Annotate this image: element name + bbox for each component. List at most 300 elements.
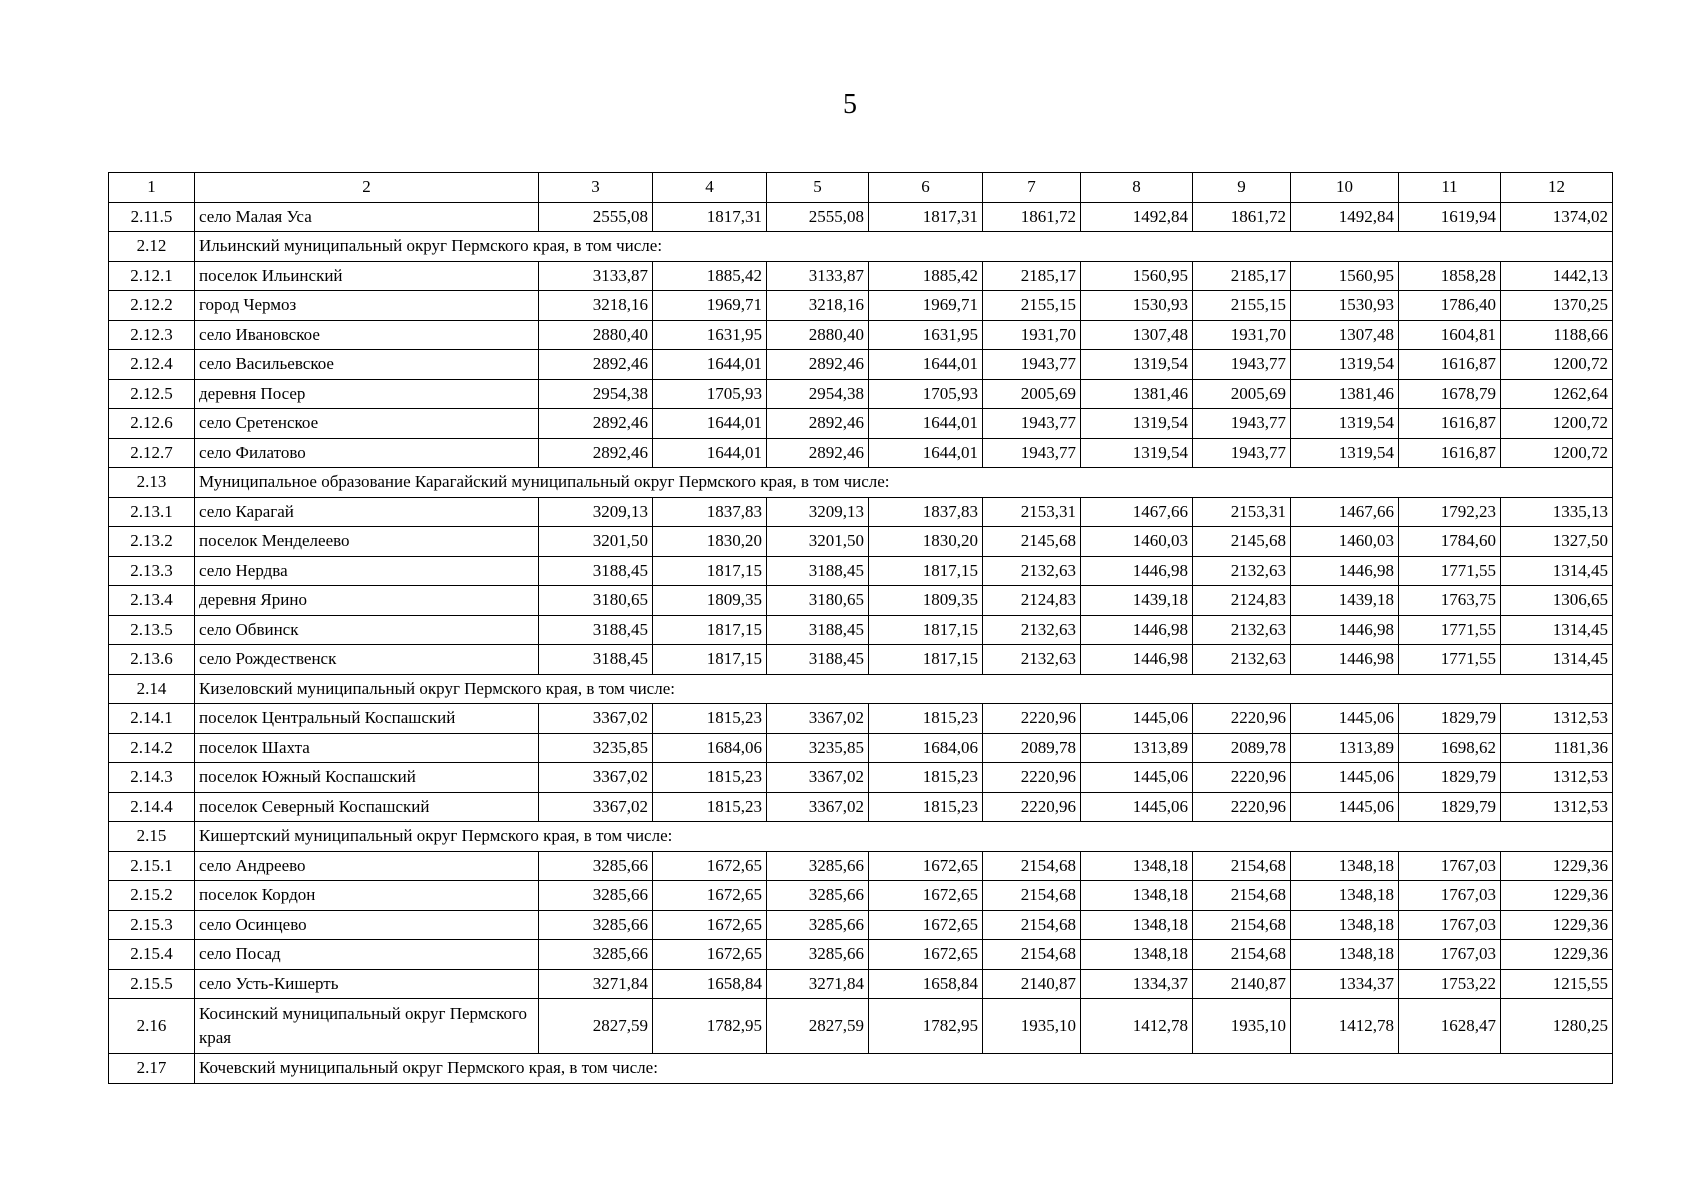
value-cell: 2005,69 bbox=[1193, 379, 1291, 409]
value-cell: 2154,68 bbox=[983, 910, 1081, 940]
value-cell: 2555,08 bbox=[539, 202, 653, 232]
value-cell: 1763,75 bbox=[1399, 586, 1501, 616]
value-cell: 1817,15 bbox=[653, 645, 767, 675]
row-code: 2.13.5 bbox=[109, 615, 195, 645]
table-header-row bbox=[109, 173, 1613, 203]
value-cell: 1815,23 bbox=[653, 704, 767, 734]
value-cell: 2220,96 bbox=[1193, 792, 1291, 822]
locality-name: село Сретенское bbox=[195, 409, 539, 439]
row-code: 2.13 bbox=[109, 468, 195, 498]
locality-name: село Малая Уса bbox=[195, 202, 539, 232]
value-cell: 2827,59 bbox=[539, 999, 653, 1054]
value-cell: 3271,84 bbox=[539, 969, 653, 999]
value-cell: 1560,95 bbox=[1291, 261, 1399, 291]
value-cell: 2154,68 bbox=[1193, 851, 1291, 881]
group-name: Ильинский муниципальный округ Пермского края, в том числе: bbox=[195, 232, 1613, 262]
value-cell: 2140,87 bbox=[983, 969, 1081, 999]
value-cell: 3367,02 bbox=[767, 792, 869, 822]
value-cell: 1348,18 bbox=[1291, 881, 1399, 911]
value-cell: 3367,02 bbox=[539, 792, 653, 822]
value-cell: 2145,68 bbox=[1193, 527, 1291, 557]
value-cell: 1658,84 bbox=[653, 969, 767, 999]
column-number: 3 bbox=[539, 173, 653, 203]
value-cell: 1644,01 bbox=[653, 438, 767, 468]
table-row bbox=[109, 320, 1613, 350]
locality-name: поселок Ильинский bbox=[195, 261, 539, 291]
value-cell: 1319,54 bbox=[1081, 438, 1193, 468]
value-cell: 2555,08 bbox=[767, 202, 869, 232]
value-cell: 2153,31 bbox=[1193, 497, 1291, 527]
value-cell: 1837,83 bbox=[869, 497, 983, 527]
column-number: 11 bbox=[1399, 173, 1501, 203]
value-cell: 1229,36 bbox=[1501, 910, 1613, 940]
table-row bbox=[109, 910, 1613, 940]
value-cell: 2220,96 bbox=[983, 763, 1081, 793]
value-cell: 1771,55 bbox=[1399, 645, 1501, 675]
value-cell: 1782,95 bbox=[869, 999, 983, 1054]
table-row bbox=[109, 527, 1613, 557]
value-cell: 2220,96 bbox=[1193, 704, 1291, 734]
value-cell: 2880,40 bbox=[767, 320, 869, 350]
value-cell: 1943,77 bbox=[1193, 438, 1291, 468]
value-cell: 2132,63 bbox=[1193, 556, 1291, 586]
value-cell: 1815,23 bbox=[869, 763, 983, 793]
value-cell: 2005,69 bbox=[983, 379, 1081, 409]
value-cell: 1348,18 bbox=[1081, 940, 1193, 970]
value-cell: 1492,84 bbox=[1291, 202, 1399, 232]
locality-name: деревня Ярино bbox=[195, 586, 539, 616]
value-cell: 1817,15 bbox=[869, 556, 983, 586]
value-cell: 3188,45 bbox=[539, 556, 653, 586]
value-cell: 3188,45 bbox=[539, 615, 653, 645]
value-cell: 1446,98 bbox=[1081, 645, 1193, 675]
value-cell: 1312,53 bbox=[1501, 763, 1613, 793]
value-cell: 1348,18 bbox=[1081, 910, 1193, 940]
value-cell: 2140,87 bbox=[1193, 969, 1291, 999]
row-code: 2.13.2 bbox=[109, 527, 195, 557]
value-cell: 1684,06 bbox=[653, 733, 767, 763]
value-cell: 1829,79 bbox=[1399, 763, 1501, 793]
table-row bbox=[109, 497, 1613, 527]
value-cell: 1306,65 bbox=[1501, 586, 1613, 616]
value-cell: 1314,45 bbox=[1501, 645, 1613, 675]
value-cell: 3367,02 bbox=[767, 763, 869, 793]
value-cell: 1885,42 bbox=[653, 261, 767, 291]
locality-name: поселок Центральный Коспашский bbox=[195, 704, 539, 734]
value-cell: 1815,23 bbox=[653, 763, 767, 793]
row-code: 2.13.3 bbox=[109, 556, 195, 586]
value-cell: 1229,36 bbox=[1501, 851, 1613, 881]
value-cell: 1628,47 bbox=[1399, 999, 1501, 1054]
group-name: Кочевский муниципальный округ Пермского края, в том числе: bbox=[195, 1054, 1613, 1084]
value-cell: 1705,93 bbox=[869, 379, 983, 409]
value-cell: 1446,98 bbox=[1291, 645, 1399, 675]
value-cell: 1335,13 bbox=[1501, 497, 1613, 527]
locality-name: село Андреево bbox=[195, 851, 539, 881]
value-cell: 2124,83 bbox=[1193, 586, 1291, 616]
group-row bbox=[109, 468, 1613, 498]
locality-name: поселок Южный Коспашский bbox=[195, 763, 539, 793]
value-cell: 1786,40 bbox=[1399, 291, 1501, 321]
value-cell: 2132,63 bbox=[983, 645, 1081, 675]
value-cell: 1319,54 bbox=[1291, 409, 1399, 439]
row-code: 2.14.1 bbox=[109, 704, 195, 734]
value-cell: 1445,06 bbox=[1291, 704, 1399, 734]
value-cell: 1829,79 bbox=[1399, 704, 1501, 734]
value-cell: 3133,87 bbox=[767, 261, 869, 291]
value-cell: 2220,96 bbox=[983, 792, 1081, 822]
value-cell: 1817,31 bbox=[869, 202, 983, 232]
value-cell: 2220,96 bbox=[983, 704, 1081, 734]
value-cell: 1815,23 bbox=[869, 704, 983, 734]
value-cell: 3188,45 bbox=[767, 645, 869, 675]
value-cell: 1943,77 bbox=[983, 350, 1081, 380]
value-cell: 1619,94 bbox=[1399, 202, 1501, 232]
table-row bbox=[109, 881, 1613, 911]
value-cell: 1815,23 bbox=[653, 792, 767, 822]
value-cell: 3180,65 bbox=[539, 586, 653, 616]
value-cell: 1767,03 bbox=[1399, 881, 1501, 911]
value-cell: 1631,95 bbox=[653, 320, 767, 350]
row-code: 2.15.2 bbox=[109, 881, 195, 911]
value-cell: 1935,10 bbox=[1193, 999, 1291, 1054]
locality-name: село Рождественск bbox=[195, 645, 539, 675]
row-code: 2.15.1 bbox=[109, 851, 195, 881]
row-code: 2.12.7 bbox=[109, 438, 195, 468]
value-cell: 1445,06 bbox=[1081, 763, 1193, 793]
row-code: 2.14.4 bbox=[109, 792, 195, 822]
group-name: Муниципальное образование Карагайский муниципальный округ Пермского края, в том числе: bbox=[195, 468, 1613, 498]
value-cell: 3180,65 bbox=[767, 586, 869, 616]
row-code: 2.15.3 bbox=[109, 910, 195, 940]
group-row bbox=[109, 674, 1613, 704]
value-cell: 1809,35 bbox=[653, 586, 767, 616]
value-cell: 1200,72 bbox=[1501, 409, 1613, 439]
value-cell: 2132,63 bbox=[1193, 645, 1291, 675]
value-cell: 1616,87 bbox=[1399, 438, 1501, 468]
value-cell: 3235,85 bbox=[767, 733, 869, 763]
value-cell: 1698,62 bbox=[1399, 733, 1501, 763]
value-cell: 1348,18 bbox=[1291, 851, 1399, 881]
value-cell: 1658,84 bbox=[869, 969, 983, 999]
value-cell: 1229,36 bbox=[1501, 940, 1613, 970]
value-cell: 3209,13 bbox=[767, 497, 869, 527]
column-number: 4 bbox=[653, 173, 767, 203]
value-cell: 2954,38 bbox=[539, 379, 653, 409]
value-cell: 3285,66 bbox=[767, 881, 869, 911]
value-cell: 1319,54 bbox=[1081, 350, 1193, 380]
value-cell: 1446,98 bbox=[1291, 615, 1399, 645]
value-cell: 1319,54 bbox=[1291, 350, 1399, 380]
value-cell: 1935,10 bbox=[983, 999, 1081, 1054]
value-cell: 3285,66 bbox=[539, 851, 653, 881]
value-cell: 1672,65 bbox=[653, 881, 767, 911]
value-cell: 1817,31 bbox=[653, 202, 767, 232]
table-row bbox=[109, 615, 1613, 645]
table-row bbox=[109, 969, 1613, 999]
locality-name: село Усть-Кишерть bbox=[195, 969, 539, 999]
value-cell: 1314,45 bbox=[1501, 615, 1613, 645]
row-code: 2.12 bbox=[109, 232, 195, 262]
value-cell: 1314,45 bbox=[1501, 556, 1613, 586]
value-cell: 2892,46 bbox=[539, 438, 653, 468]
value-cell: 2827,59 bbox=[767, 999, 869, 1054]
value-cell: 3201,50 bbox=[539, 527, 653, 557]
value-cell: 1200,72 bbox=[1501, 438, 1613, 468]
value-cell: 2185,17 bbox=[983, 261, 1081, 291]
value-cell: 1644,01 bbox=[653, 409, 767, 439]
value-cell: 1446,98 bbox=[1081, 556, 1193, 586]
table-row bbox=[109, 999, 1613, 1054]
value-cell: 1229,36 bbox=[1501, 881, 1613, 911]
value-cell: 1705,93 bbox=[653, 379, 767, 409]
value-cell: 1492,84 bbox=[1081, 202, 1193, 232]
value-cell: 1672,65 bbox=[653, 851, 767, 881]
row-code: 2.11.5 bbox=[109, 202, 195, 232]
value-cell: 1969,71 bbox=[653, 291, 767, 321]
column-number: 2 bbox=[195, 173, 539, 203]
value-cell: 1467,66 bbox=[1081, 497, 1193, 527]
value-cell: 1616,87 bbox=[1399, 350, 1501, 380]
table-row bbox=[109, 261, 1613, 291]
value-cell: 3188,45 bbox=[767, 556, 869, 586]
value-cell: 3235,85 bbox=[539, 733, 653, 763]
locality-name: село Васильевское bbox=[195, 350, 539, 380]
value-cell: 1530,93 bbox=[1291, 291, 1399, 321]
value-cell: 2892,46 bbox=[767, 409, 869, 439]
value-cell: 1467,66 bbox=[1291, 497, 1399, 527]
value-cell: 3133,87 bbox=[539, 261, 653, 291]
group-name: Кизеловский муниципальный округ Пермского края, в том числе: bbox=[195, 674, 1613, 704]
locality-name: поселок Менделеево bbox=[195, 527, 539, 557]
value-cell: 3285,66 bbox=[767, 940, 869, 970]
value-cell: 1445,06 bbox=[1291, 763, 1399, 793]
column-number: 1 bbox=[109, 173, 195, 203]
value-cell: 3209,13 bbox=[539, 497, 653, 527]
value-cell: 1817,15 bbox=[869, 615, 983, 645]
value-cell: 3285,66 bbox=[539, 940, 653, 970]
value-cell: 1943,77 bbox=[983, 409, 1081, 439]
value-cell: 1684,06 bbox=[869, 733, 983, 763]
value-cell: 1312,53 bbox=[1501, 792, 1613, 822]
value-cell: 1334,37 bbox=[1081, 969, 1193, 999]
value-cell: 1969,71 bbox=[869, 291, 983, 321]
value-cell: 1374,02 bbox=[1501, 202, 1613, 232]
value-cell: 1809,35 bbox=[869, 586, 983, 616]
value-cell: 2892,46 bbox=[539, 350, 653, 380]
table-row bbox=[109, 291, 1613, 321]
value-cell: 3285,66 bbox=[539, 881, 653, 911]
value-cell: 1829,79 bbox=[1399, 792, 1501, 822]
value-cell: 1348,18 bbox=[1291, 910, 1399, 940]
value-cell: 2089,78 bbox=[983, 733, 1081, 763]
value-cell: 1381,46 bbox=[1291, 379, 1399, 409]
value-cell: 3218,16 bbox=[767, 291, 869, 321]
value-cell: 1672,65 bbox=[869, 940, 983, 970]
row-code: 2.15 bbox=[109, 822, 195, 852]
value-cell: 2892,46 bbox=[767, 350, 869, 380]
table-row bbox=[109, 586, 1613, 616]
value-cell: 1445,06 bbox=[1081, 792, 1193, 822]
value-cell: 1439,18 bbox=[1081, 586, 1193, 616]
value-cell: 1672,65 bbox=[869, 910, 983, 940]
value-cell: 3201,50 bbox=[767, 527, 869, 557]
value-cell: 2880,40 bbox=[539, 320, 653, 350]
value-cell: 3271,84 bbox=[767, 969, 869, 999]
table-row bbox=[109, 704, 1613, 734]
value-cell: 2892,46 bbox=[539, 409, 653, 439]
value-cell: 1753,22 bbox=[1399, 969, 1501, 999]
table-body bbox=[109, 173, 1613, 1084]
value-cell: 1830,20 bbox=[653, 527, 767, 557]
table-row bbox=[109, 350, 1613, 380]
table-row bbox=[109, 438, 1613, 468]
value-cell: 2155,15 bbox=[1193, 291, 1291, 321]
value-cell: 1943,77 bbox=[1193, 350, 1291, 380]
table-row bbox=[109, 409, 1613, 439]
value-cell: 1460,03 bbox=[1081, 527, 1193, 557]
value-cell: 1672,65 bbox=[869, 881, 983, 911]
group-row bbox=[109, 1054, 1613, 1084]
value-cell: 1644,01 bbox=[653, 350, 767, 380]
table-row bbox=[109, 792, 1613, 822]
tariff-table bbox=[108, 172, 1613, 1084]
value-cell: 2154,68 bbox=[1193, 881, 1291, 911]
table-row bbox=[109, 851, 1613, 881]
row-code: 2.13.4 bbox=[109, 586, 195, 616]
value-cell: 2954,38 bbox=[767, 379, 869, 409]
value-cell: 1319,54 bbox=[1291, 438, 1399, 468]
group-row bbox=[109, 822, 1613, 852]
row-code: 2.14.2 bbox=[109, 733, 195, 763]
column-number: 8 bbox=[1081, 173, 1193, 203]
value-cell: 1370,25 bbox=[1501, 291, 1613, 321]
locality-name: поселок Северный Коспашский bbox=[195, 792, 539, 822]
value-cell: 3285,66 bbox=[767, 910, 869, 940]
value-cell: 1858,28 bbox=[1399, 261, 1501, 291]
value-cell: 3367,02 bbox=[539, 763, 653, 793]
locality-name: город Чермоз bbox=[195, 291, 539, 321]
value-cell: 1931,70 bbox=[1193, 320, 1291, 350]
column-number: 9 bbox=[1193, 173, 1291, 203]
value-cell: 1412,78 bbox=[1081, 999, 1193, 1054]
group-row bbox=[109, 232, 1613, 262]
value-cell: 2153,31 bbox=[983, 497, 1081, 527]
value-cell: 1784,60 bbox=[1399, 527, 1501, 557]
value-cell: 1817,15 bbox=[653, 615, 767, 645]
value-cell: 3218,16 bbox=[539, 291, 653, 321]
value-cell: 1771,55 bbox=[1399, 556, 1501, 586]
value-cell: 1631,95 bbox=[869, 320, 983, 350]
locality-name: Косинский муниципальный округ Пермского края bbox=[195, 999, 539, 1054]
value-cell: 1767,03 bbox=[1399, 851, 1501, 881]
value-cell: 1460,03 bbox=[1291, 527, 1399, 557]
locality-name: село Осинцево bbox=[195, 910, 539, 940]
table-row bbox=[109, 645, 1613, 675]
value-cell: 3285,66 bbox=[539, 910, 653, 940]
value-cell: 1644,01 bbox=[869, 409, 983, 439]
value-cell: 1334,37 bbox=[1291, 969, 1399, 999]
value-cell: 1767,03 bbox=[1399, 940, 1501, 970]
value-cell: 1782,95 bbox=[653, 999, 767, 1054]
value-cell: 1644,01 bbox=[869, 438, 983, 468]
value-cell: 1327,50 bbox=[1501, 527, 1613, 557]
value-cell: 1348,18 bbox=[1291, 940, 1399, 970]
value-cell: 2154,68 bbox=[1193, 940, 1291, 970]
value-cell: 2132,63 bbox=[1193, 615, 1291, 645]
column-number: 12 bbox=[1501, 173, 1613, 203]
value-cell: 3285,66 bbox=[767, 851, 869, 881]
value-cell: 1672,65 bbox=[869, 851, 983, 881]
table-row bbox=[109, 733, 1613, 763]
value-cell: 1313,89 bbox=[1291, 733, 1399, 763]
row-code: 2.15.5 bbox=[109, 969, 195, 999]
value-cell: 1439,18 bbox=[1291, 586, 1399, 616]
locality-name: село Филатово bbox=[195, 438, 539, 468]
value-cell: 2145,68 bbox=[983, 527, 1081, 557]
value-cell: 1771,55 bbox=[1399, 615, 1501, 645]
table-row bbox=[109, 556, 1613, 586]
column-number: 5 bbox=[767, 173, 869, 203]
value-cell: 3188,45 bbox=[539, 645, 653, 675]
locality-name: село Нердва bbox=[195, 556, 539, 586]
value-cell: 3367,02 bbox=[767, 704, 869, 734]
value-cell: 1943,77 bbox=[1193, 409, 1291, 439]
value-cell: 1861,72 bbox=[1193, 202, 1291, 232]
value-cell: 2220,96 bbox=[1193, 763, 1291, 793]
value-cell: 2154,68 bbox=[1193, 910, 1291, 940]
value-cell: 1312,53 bbox=[1501, 704, 1613, 734]
value-cell: 3367,02 bbox=[539, 704, 653, 734]
value-cell: 2132,63 bbox=[983, 556, 1081, 586]
column-number: 7 bbox=[983, 173, 1081, 203]
value-cell: 1313,89 bbox=[1081, 733, 1193, 763]
value-cell: 1200,72 bbox=[1501, 350, 1613, 380]
row-code: 2.12.2 bbox=[109, 291, 195, 321]
locality-name: село Посад bbox=[195, 940, 539, 970]
value-cell: 1319,54 bbox=[1081, 409, 1193, 439]
value-cell: 1280,25 bbox=[1501, 999, 1613, 1054]
value-cell: 1830,20 bbox=[869, 527, 983, 557]
value-cell: 2155,15 bbox=[983, 291, 1081, 321]
value-cell: 2185,17 bbox=[1193, 261, 1291, 291]
column-number: 6 bbox=[869, 173, 983, 203]
table-row bbox=[109, 202, 1613, 232]
row-code: 2.13.1 bbox=[109, 497, 195, 527]
value-cell: 1188,66 bbox=[1501, 320, 1613, 350]
value-cell: 2154,68 bbox=[983, 881, 1081, 911]
group-name: Кишертский муниципальный округ Пермского края, в том числе: bbox=[195, 822, 1613, 852]
value-cell: 1307,48 bbox=[1291, 320, 1399, 350]
value-cell: 3188,45 bbox=[767, 615, 869, 645]
locality-name: село Обвинск bbox=[195, 615, 539, 645]
page-number: 5 bbox=[843, 89, 857, 120]
value-cell: 1817,15 bbox=[869, 645, 983, 675]
table-row bbox=[109, 763, 1613, 793]
value-cell: 2154,68 bbox=[983, 851, 1081, 881]
value-cell: 2089,78 bbox=[1193, 733, 1291, 763]
value-cell: 1672,65 bbox=[653, 910, 767, 940]
value-cell: 1792,23 bbox=[1399, 497, 1501, 527]
column-number: 10 bbox=[1291, 173, 1399, 203]
value-cell: 1885,42 bbox=[869, 261, 983, 291]
value-cell: 1644,01 bbox=[869, 350, 983, 380]
value-cell: 1815,23 bbox=[869, 792, 983, 822]
row-code: 2.17 bbox=[109, 1054, 195, 1084]
row-code: 2.12.6 bbox=[109, 409, 195, 439]
value-cell: 1861,72 bbox=[983, 202, 1081, 232]
value-cell: 1381,46 bbox=[1081, 379, 1193, 409]
